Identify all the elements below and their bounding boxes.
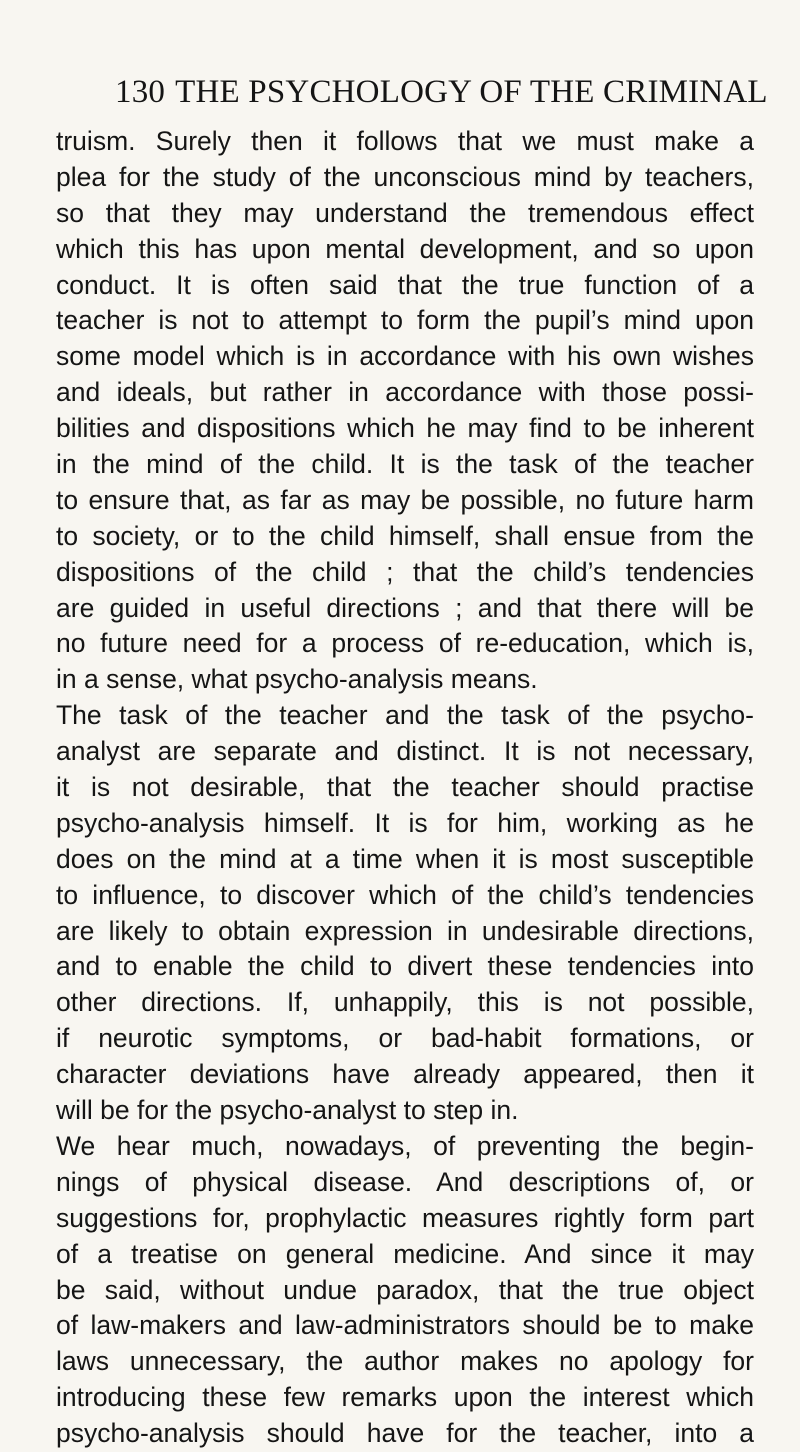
text-line: are likely to obtain expression in undesirable directions, <box>56 915 754 946</box>
text-line: of a treatise on general medicine. And since it may <box>56 1238 754 1269</box>
text-line: suggestions for, prophylactic measures rightly form part <box>56 1202 754 1233</box>
text-line: and to enable the child to divert these tendencies into <box>56 951 754 982</box>
body-text <box>56 124 754 1452</box>
text-line: We hear much, nowadays, of preventing the begin- <box>56 1130 754 1161</box>
text-line: dispositions of the child ; that the child’s tendencies <box>56 556 754 587</box>
page-number: 130 <box>115 74 166 110</box>
text-line: other directions. If, unhappily, this is not possible, <box>56 987 754 1018</box>
running-head-title: THE PSYCHOLOGY OF THE CRIMINAL <box>175 74 768 110</box>
text-line: character deviations have already appeared, then it <box>56 1059 754 1090</box>
text-line: if neurotic symptoms, or bad-habit formations, or <box>56 1023 754 1054</box>
text-line: introducing these few remarks upon the interest which <box>56 1382 754 1413</box>
text-line: to influence, to discover which of the child’s tendencies <box>56 879 754 910</box>
text-line: to ensure that, as far as may be possible, no future harm <box>56 484 754 515</box>
text-line: some model which is in accordance with his own wishes <box>56 341 754 372</box>
text-line: be said, without undue paradox, that the true object <box>56 1274 754 1305</box>
text-line: are guided in useful directions ; and that there will be <box>56 592 754 623</box>
text-line: no future need for a process of re-education, which is, <box>56 628 754 659</box>
text-line: psycho-analysis should have for the teacher, into a <box>56 1418 754 1449</box>
text-line: in a sense, what psycho-analysis means. <box>56 664 538 695</box>
text-line: which this has upon mental development, and so upon <box>56 233 754 264</box>
text-line: so that they may understand the tremendous effect <box>56 197 754 228</box>
text-line: and ideals, but rather in accordance with those possi- <box>56 377 754 408</box>
text-line: plea for the study of the unconscious mind by teachers, <box>56 161 754 192</box>
text-line: to society, or to the child himself, shall ensue from the <box>56 520 754 551</box>
text-line: analyst are separate and distinct. It is not necessary, <box>56 736 754 767</box>
text-line: The task of the teacher and the task of the psycho- <box>56 700 754 731</box>
text-line: bilities and dispositions which he may find to be inherent <box>56 413 754 444</box>
text-line: conduct. It is often said that the true function of a <box>56 269 754 300</box>
running-head <box>115 72 768 112</box>
text-line: in the mind of the child. It is the task of the teacher <box>56 449 754 480</box>
text-line: it is not desirable, that the teacher should practise <box>56 772 754 803</box>
text-line: psycho-analysis himself. It is for him, working as he <box>56 807 754 838</box>
text-line: teacher is not to attempt to form the pupil’s mind upon <box>56 305 754 336</box>
text-line: truism. Surely then it follows that we must make a <box>56 126 754 156</box>
text-line: of law-makers and law-administrators should be to make <box>56 1310 754 1341</box>
text-line: will be for the psycho-analyst to step in. <box>56 1095 519 1126</box>
text-line: laws unnecessary, the author makes no apology for <box>56 1346 754 1377</box>
text-line: nings of physical disease. And descriptions of, or <box>56 1166 754 1197</box>
text-line: does on the mind at a time when it is most susceptible <box>56 843 754 874</box>
